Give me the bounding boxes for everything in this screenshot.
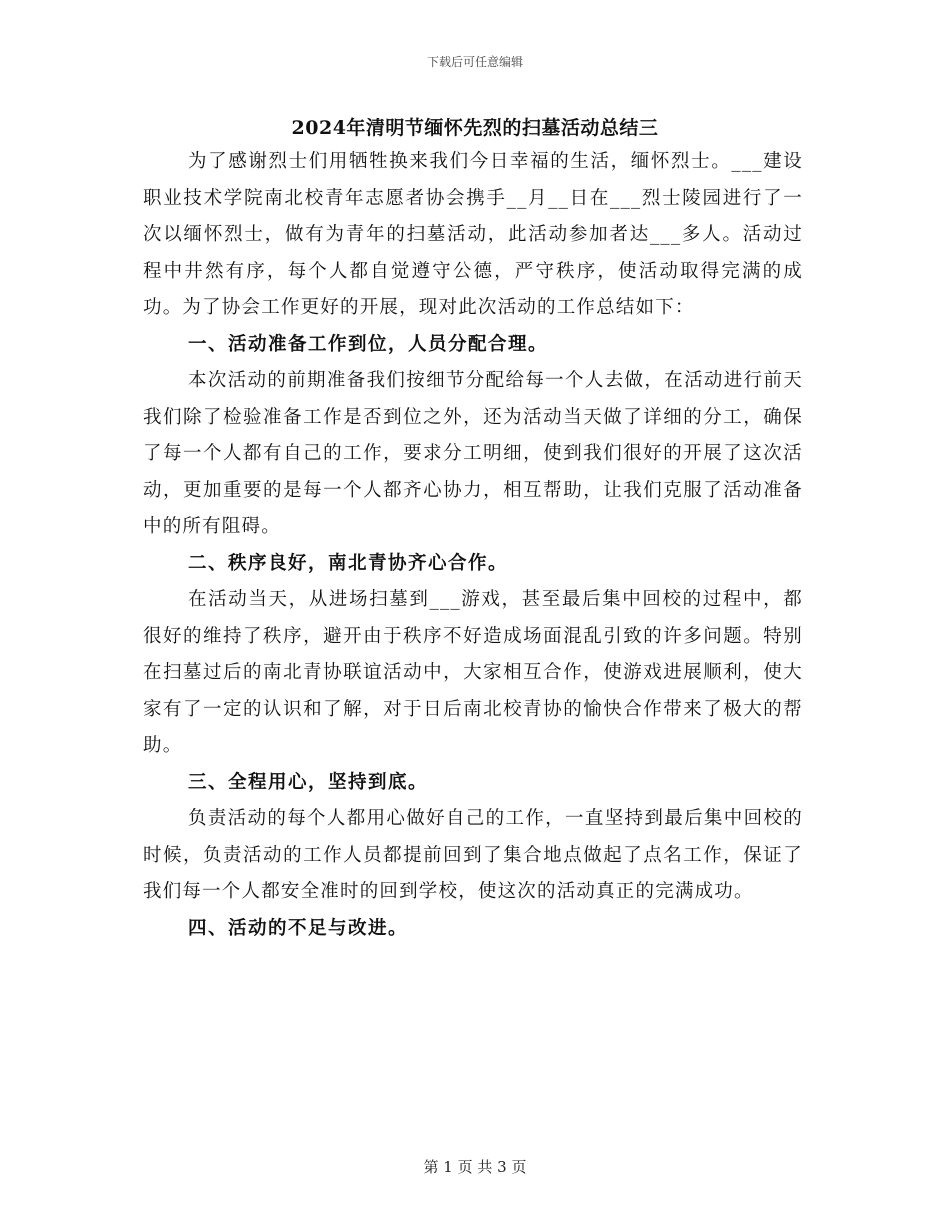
page-footer: 第 1 页 共 3 页 bbox=[423, 1158, 527, 1176]
paragraph-intro: 为了感谢烈士们用牺牲换来我们今日幸福的生活，缅怀烈士。___建设职业技术学院南北校青年志愿者协会携手__月__日在___烈士陵园进行了一次以缅怀烈士，做有为青年的扫墓活动，此活动参加者达___多人。活动过程中井然有序，每个人都自觉遵守公德，严守秩序，使活动取得完满的成功。为了协会工作更好的开展，现对此次活动的工作总结如下： bbox=[143, 151, 803, 318]
document-title: 2024年清明节缅怀先烈的扫墓活动总结三 bbox=[291, 117, 659, 139]
paragraph-section-3: 负责活动的每个人都用心做好自己的工作，一直坚持到最后集中回校的时候，负责活动的工作人员都提前回到了集合地点做起了点名工作，保证了我们每一个人都安全准时的回到学校，使这次的活动真正的完满成功。 bbox=[143, 808, 803, 902]
paragraph-section-1: 本次活动的前期准备我们按细节分配给每一个人去做，在活动进行前天我们除了检验准备工作是否到位之外，还为活动当天做了详细的分工，确保了每一个人都有自己的工作，要求分工明细，使到我们很好的开展了这次活动，更加重要的是每一个人都齐心协力，相互帮助，让我们克服了活动准备中的所有阻碍。 bbox=[143, 370, 803, 537]
section-heading-4: 四、活动的不足与改进。 bbox=[188, 917, 409, 939]
document-body bbox=[143, 144, 803, 947]
section-heading-3: 三、全程用心，坚持到底。 bbox=[188, 771, 429, 793]
section-heading-1: 一、活动准备工作到位，人员分配合理。 bbox=[188, 333, 549, 355]
section-heading-2: 二、秩序良好，南北青协齐心合作。 bbox=[188, 552, 509, 574]
header-note: 下载后可任意编辑 bbox=[426, 55, 523, 69]
paragraph-section-2: 在活动当天，从进场扫墓到___游戏，甚至最后集中回校的过程中，都很好的维持了秩序，避开由于秩序不好造成场面混乱引致的许多问题。特别在扫墓过后的南北青协联谊活动中，大家相互合作，使游戏进展顺利，使大家有了一定的认识和了解，对于日后南北校青协的愉快合作带来了极大的帮助。 bbox=[143, 589, 803, 756]
